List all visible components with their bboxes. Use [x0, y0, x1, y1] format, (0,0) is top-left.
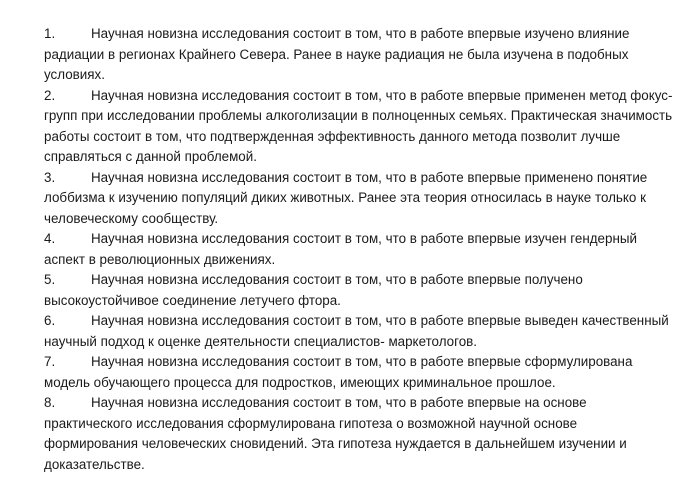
list-item-number: 4.: [44, 231, 56, 246]
list-item: [44, 352, 674, 393]
list-item-number: 6.: [44, 313, 56, 328]
list-item-number: 2.: [44, 87, 56, 103]
list-item-number: 8.: [44, 395, 56, 410]
list-item-text: Научная новизна исследования состоит в том, что в работе впервые выведен качественный научный подход к оценке деятельности специалистов- маркетологов.: [44, 313, 669, 349]
list-item-text: Научная новизна исследования состоит в том, что в работе впервые изучен гендерный аспект в революционных движениях.: [44, 231, 637, 267]
list-item-number: 1.: [44, 26, 56, 41]
list-item-text: Научная новизна исследования состоит в том, что в работе впервые сформулирована модель обучающего процесса для подростков, имеющих криминальное прошлое.: [44, 354, 633, 390]
list-item-text: Научная новизна исследования состоит в том, что в работе впервые на основе практического исследования сформулирована гипотеза о возможной научной основе формирования человеческих сновидений. Эта гипотеза нуждается в дальнейшем изучении и доказательстве.: [44, 395, 627, 472]
list-item: [44, 393, 674, 475]
list-item: [44, 229, 674, 270]
list-item-text: Научная новизна исследования состоит в том, что в работе впервые применен метод фокус-групп при исследовании проблемы алкоголизации в полноценных семьях. Практическая значимость работы состоит в том, что подтвержденная эффективность данного метода позволит лучше справляться с данной проблемой.: [44, 87, 673, 164]
list-item-number: 3.: [44, 169, 56, 185]
list-item-number: 7.: [44, 354, 56, 369]
numbered-list: [44, 24, 674, 475]
list-item-number: 5.: [44, 272, 56, 287]
list-item-text: Научная новизна исследования состоит в том, что в работе впервые применено понятие лоббизма к изучению популяций диких животных. Ранее эта теория относилась в науке только к человеческому сообществу.: [44, 169, 648, 226]
list-item: [44, 168, 674, 230]
list-item-text: Научная новизна исследования состоит в том, что в работе впервые получено высокоустойчивое соединение летучего фтора.: [44, 272, 583, 308]
list-item: [44, 311, 674, 352]
list-item: [44, 270, 674, 311]
list-item: [44, 86, 674, 168]
list-item-text: Научная новизна исследования состоит в том, что в работе впервые изучено влияние радиации в регионах Крайнего Севера. Ранее в науке радиация не была изучена в подобных условиях.: [44, 26, 630, 82]
list-item: [44, 24, 674, 86]
